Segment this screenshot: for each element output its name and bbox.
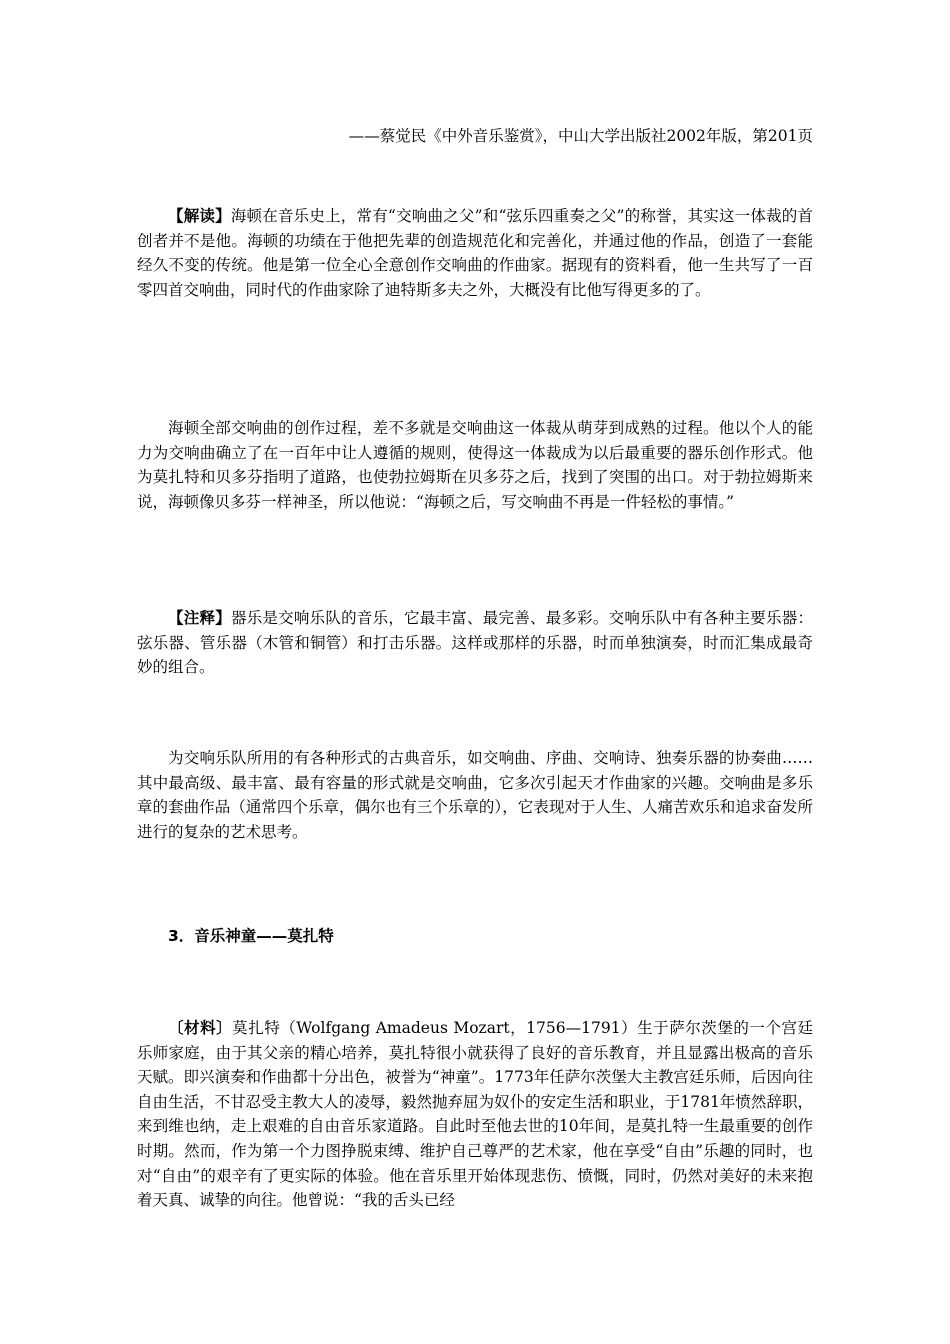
paragraph-interpretation [137,204,813,302]
paragraph-text: 为交响乐队所用的有各种形式的古典音乐，如交响曲、序曲、交响诗、独奏乐器的协奏曲……其中最高级、最丰富、最有容量的形式就是交响曲，它多次引起天才作曲家的兴趣。交响曲是多乐章的套曲作品（通常四个乐章，偶尔也有三个乐章的），它表现对于人生、人痛苦欢乐和追求奋发所进行的复杂的艺术思考。 [137,749,813,841]
paragraph-material [137,1016,813,1213]
paragraph-orchestra-forms [137,746,813,844]
tag-material: 〔材料〕 [168,1019,233,1037]
paragraph-haydn-symphony [137,416,813,514]
citation: ——蔡觉民《中外音乐鉴赏》，中山大学出版社2002年版，第201页 [348,127,813,145]
tag-interpretation: 【解读】 [168,207,231,225]
paragraph-text: 莫扎特（Wolfgang Amadeus Mozart，1756—1791）生于萨尔茨堡的一个宫廷乐师家庭，由于其父亲的精心培养，莫扎特很小就获得了良好的音乐教育，并且显露出极高的音乐天赋。即兴演奏和作曲都十分出色，被誉为“神童”。1773年任萨尔茨堡大主教宫廷乐师，后因向往自由生活，不甘忍受主教大人的凌辱，毅然抛弃屈为奴仆的安定生活和职业，于1781年愤然辞职，来到维也纳，走上艰难的自由音乐家道路。自此时至他去世的10年间，是莫扎特一生最重要的创作时期。然而，作为第一个力图挣脱束缚、维护自己尊严的艺术家，他在享受“自由”乐趣的同时，也对“自由”的艰辛有了更实际的体验。他在音乐里开始体现悲伤、愤慨，同时，仍然对美好的未来抱着天真、诚挚的向往。他曾说：“我的舌头已经 [137,1019,813,1210]
paragraph-text: 器乐是交响乐队的音乐，它最丰富、最完善、最多彩。交响乐队中有各种主要乐器：弦乐器、管乐器（木管和铜管）和打击乐器。这样或那样的乐器，时而单独演奏，时而汇集成最奇妙的组合。 [137,609,813,677]
paragraph-text: 海顿全部交响曲的创作过程，差不多就是交响曲这一体裁从萌芽到成熟的过程。他以个人的能力为交响曲确立了在一百年中让人遵循的规则，使得这一体裁成为以后最重要的器乐创作形式。他为莫扎特和贝多芬指明了道路，也使勃拉姆斯在贝多芬之后，找到了突围的出口。对于勃拉姆斯来说，海顿像贝多芬一样神圣，所以他说：“海顿之后，写交响曲不再是一件轻松的事情。” [137,419,813,511]
section-heading: 3．音乐神童——莫扎特 [168,927,334,945]
paragraph-annotation [137,606,813,680]
paragraph-text: 海顿在音乐史上，常有“交响曲之父”和“弦乐四重奏之父”的称誉，其实这一体裁的首创者并不是他。海顿的功绩在于他把先辈的创造规范化和完善化，并通过他的作品，创造了一套能经久不变的传统。他是第一位全心全意创作交响曲的作曲家。据现有的资料看，他一生共写了一百零四首交响曲，同时代的作曲家除了迪特斯多夫之外，大概没有比他写得更多的了。 [137,207,813,299]
tag-annotation: 【注释】 [168,609,231,627]
